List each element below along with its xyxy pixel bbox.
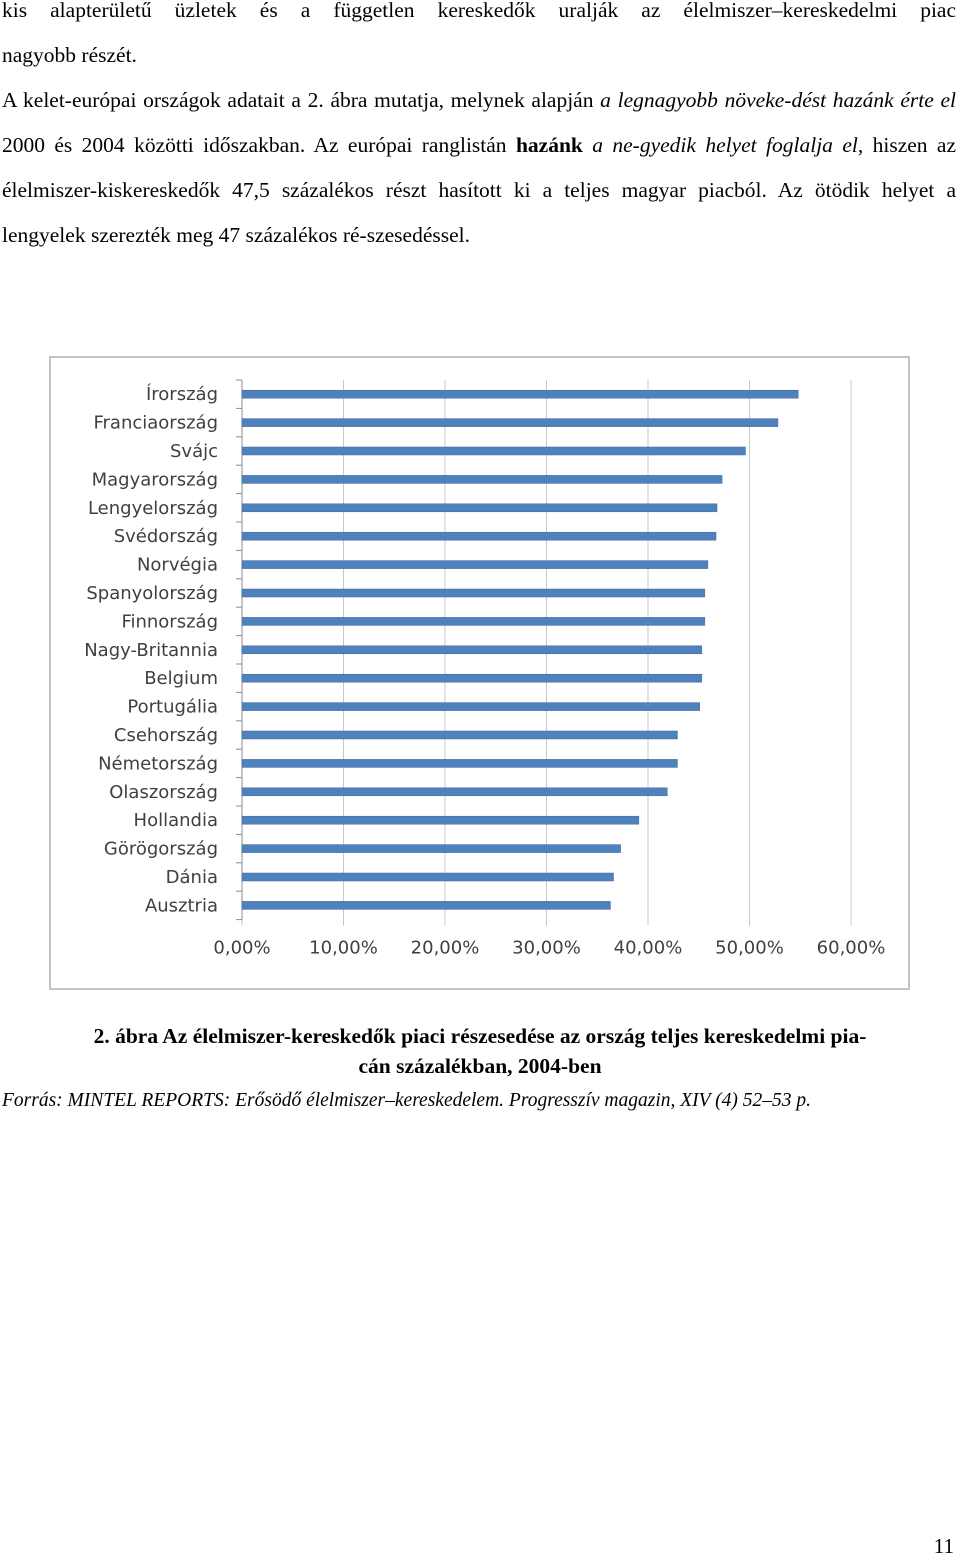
paragraph-segment: A kelet-európai országok adatait a 2. ábra mutatja, melynek alapján xyxy=(2,88,601,112)
bar xyxy=(242,475,722,483)
category-label: Dánia xyxy=(165,867,218,888)
paragraph-segment: a legnagyobb növeke- xyxy=(600,88,792,112)
bar xyxy=(242,646,702,654)
category-label: Svájc xyxy=(169,441,218,462)
category-label: Írország xyxy=(145,384,218,406)
paragraph-segment xyxy=(583,133,592,157)
bar xyxy=(242,419,778,427)
category-label: Lengyelország xyxy=(87,497,218,519)
bar xyxy=(242,731,677,739)
bar xyxy=(242,873,613,881)
bar xyxy=(242,504,717,512)
category-label: Magyarország xyxy=(91,469,218,491)
category-label: Svédország xyxy=(113,526,218,548)
bar xyxy=(242,845,621,853)
x-tick-label: 40,00% xyxy=(613,937,683,959)
category-label: Németország xyxy=(98,753,218,775)
page-number: 11 xyxy=(933,1534,954,1558)
body-line-1: kis alapterületű üzletek és a független kereskedők uralják az élelmiszer–kereskedelmi piac xyxy=(2,0,956,22)
bar xyxy=(242,703,700,711)
paragraph-segment: , hiszen az élelmiszer-kiskereskedők 47,5 százalékos részt hasított ki a teljes magyar piacból. Az ötödik helyet a lengyelek szerezték meg 47 százalékos ré-szesedéssel. xyxy=(2,133,957,247)
bar xyxy=(242,816,639,824)
category-label: Hollandia xyxy=(133,810,218,832)
category-label: Norvégia xyxy=(136,554,218,576)
paragraph-segment: gyedik helyet foglalja el xyxy=(639,133,858,157)
bar xyxy=(242,674,702,682)
bar xyxy=(242,901,610,909)
category-label: Spanyolország xyxy=(86,583,218,604)
x-tick-label: 50,00% xyxy=(715,937,784,959)
x-tick-label: 30,00% xyxy=(512,937,581,959)
x-tick-label: 20,00% xyxy=(410,937,480,959)
category-label: Olaszország xyxy=(109,781,218,803)
bar xyxy=(242,617,705,625)
figure-source: Forrás: MINTEL REPORTS: Erősödő élelmiszer–kereskedelem. Progresszív magazin, XIV (4) 52–53 p. xyxy=(2,1090,811,1111)
figure-caption-line-1: 2. ábra Az élelmiszer-kereskedők piaci részesedése az ország teljes kereskedelmi pia- xyxy=(93,1024,867,1048)
category-label: Belgium xyxy=(144,668,218,690)
bar xyxy=(242,759,677,767)
chart-frame xyxy=(49,356,910,990)
category-label: Nagy-Britannia xyxy=(84,639,218,661)
bar xyxy=(242,561,708,569)
category-label: Görögország xyxy=(103,838,218,860)
bar xyxy=(242,788,667,796)
category-label: Franciaország xyxy=(93,412,218,434)
category-label: Csehország xyxy=(113,725,218,746)
category-label: Portugália xyxy=(127,696,218,718)
paragraph-segment: hazánk xyxy=(515,133,583,157)
paragraph-segment: dést hazánk érte el xyxy=(791,88,956,112)
bar xyxy=(242,390,798,398)
x-tick-label: 10,00% xyxy=(309,937,378,959)
bar xyxy=(242,532,716,540)
figure-caption-line-2: cán százalékban, 2004-ben xyxy=(358,1054,602,1078)
body-paragraph-2 xyxy=(2,78,956,258)
bar-chart xyxy=(51,358,908,988)
bar xyxy=(242,447,745,455)
paragraph-segment: 2000 és 2004 közötti időszakban. Az európai ranglistán xyxy=(2,133,516,157)
x-tick-label: 60,00% xyxy=(816,937,886,959)
category-label: Ausztria xyxy=(144,895,218,917)
x-tick-label: 0,00% xyxy=(213,937,271,959)
bar xyxy=(242,589,705,597)
paragraph-segment: a ne- xyxy=(592,133,640,157)
body-line-2: nagyobb részét. xyxy=(2,43,137,67)
category-label: Finnország xyxy=(121,611,218,633)
